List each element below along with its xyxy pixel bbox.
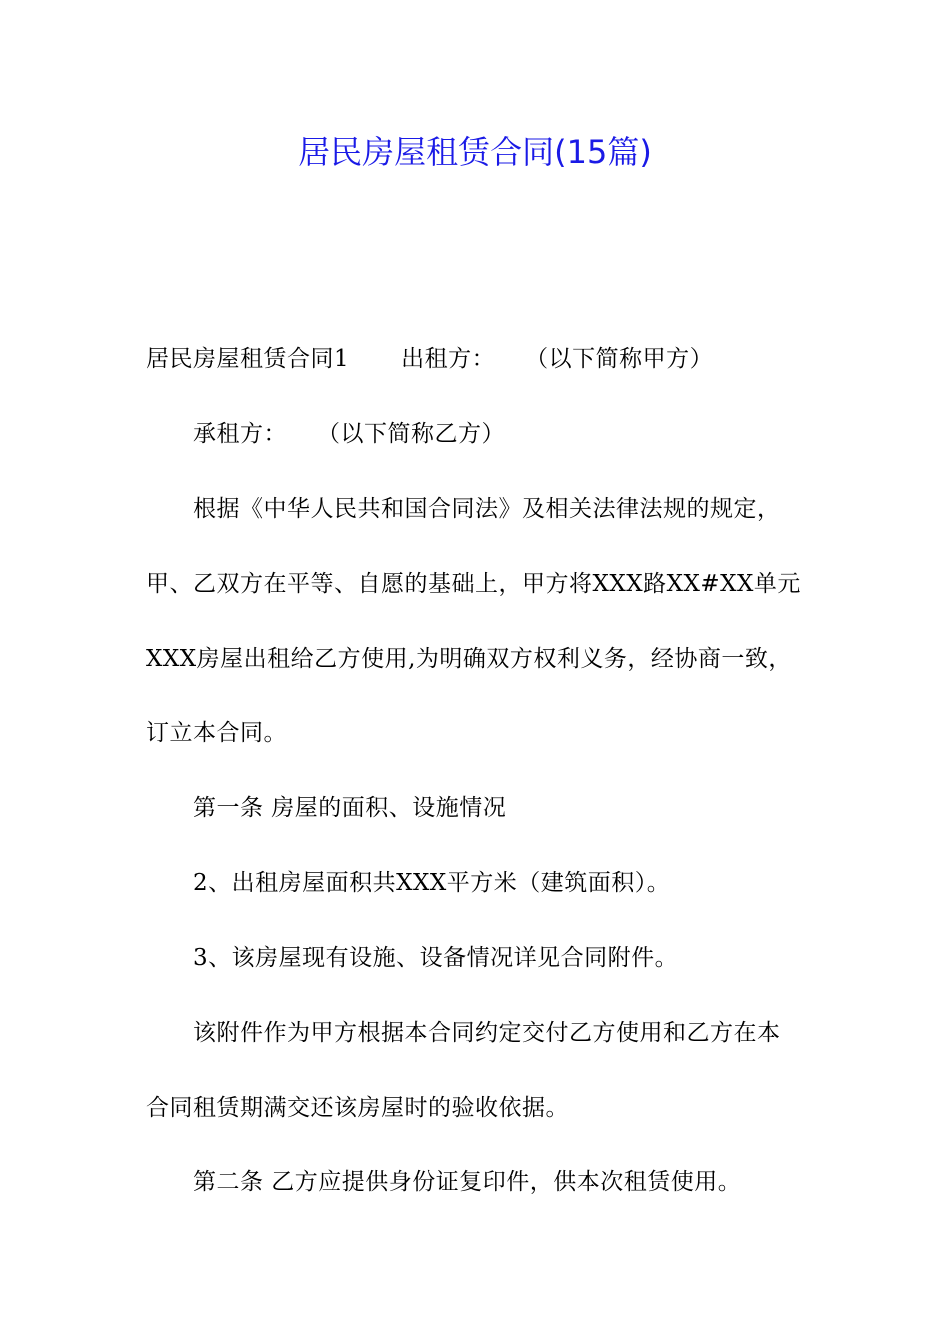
paragraph-line: 合同租赁期满交还该房屋时的验收依据。 — [146, 1095, 569, 1121]
paragraph-line: 订立本合同。 — [146, 720, 287, 746]
article-heading: 第一条 房屋的面积、设施情况 — [193, 795, 507, 821]
paragraph-line: 甲、乙双方在平等、自愿的基础上，甲方将XXX路XX#XX单元 — [146, 571, 801, 597]
contract-heading-line — [146, 344, 713, 374]
document-title: 居民房屋租赁合同(15篇) — [298, 133, 652, 171]
lessee-line — [193, 419, 505, 449]
lessee-label: 承租方： — [193, 421, 287, 447]
lessor-note: （以下简称甲方） — [525, 346, 714, 372]
lessor-label: 出租方： — [401, 346, 496, 372]
contract-heading: 居民房屋租赁合同1 — [146, 346, 350, 372]
paragraph-line: 2、出租房屋面积共XXX平方米（建筑面积）。 — [193, 870, 671, 896]
lessee-note: （以下简称乙方） — [317, 421, 505, 447]
paragraph-line: 根据《中华人民共和国合同法》及相关法律法规的规定， — [193, 496, 781, 522]
paragraph-line: XXX房屋出租给乙方使用,为明确双方权利义务，经协商一致， — [146, 646, 792, 672]
article-heading: 第二条 乙方应提供身份证复印件，供本次租赁使用。 — [193, 1169, 742, 1195]
paragraph-line: 该附件作为甲方根据本合同约定交付乙方使用和乙方在本 — [193, 1020, 781, 1046]
paragraph-line: 3、该房屋现有设施、设备情况详见合同附件。 — [193, 945, 679, 971]
